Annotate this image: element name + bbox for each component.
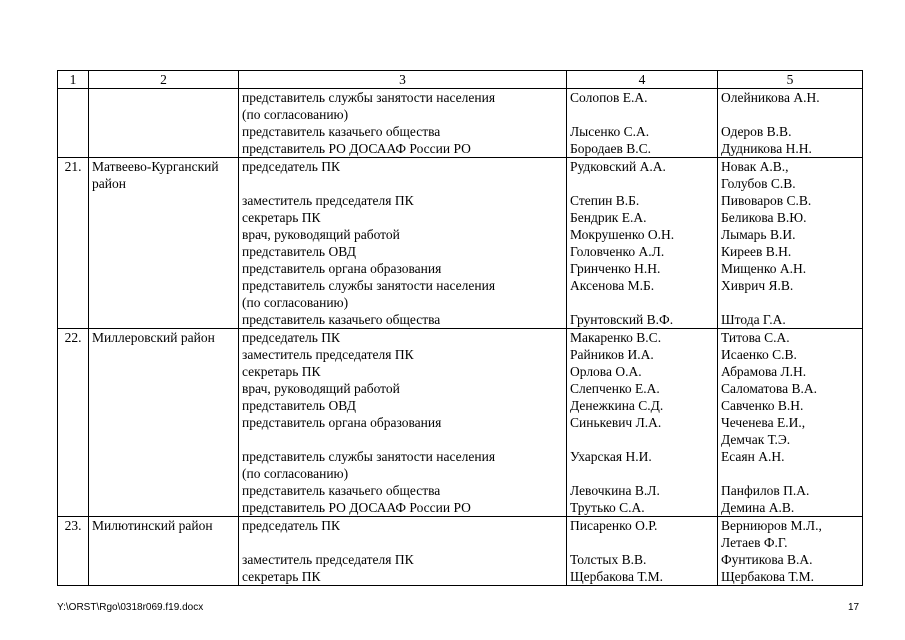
cell-district	[89, 517, 239, 586]
roles-line: (по согласованию)	[242, 107, 349, 122]
members-line: Бородаев В.С.	[570, 141, 651, 156]
reserves-line: Исаенко С.В.	[721, 347, 797, 362]
reserves-line: Олейникова А.Н.	[721, 90, 820, 105]
members-line: Аксенова М.Б.	[570, 278, 655, 293]
cell-district	[89, 329, 239, 517]
roles-line: представитель казачьего общества	[242, 312, 441, 327]
reserves-line: Киреев В.Н.	[721, 244, 792, 259]
roles-line: представитель ОВД	[242, 244, 356, 259]
reserves-line: Новак А.В.,	[721, 159, 789, 174]
reserves-line: Савченко В.Н.	[721, 398, 804, 413]
members-line: Степин В.Б.	[570, 193, 640, 208]
reserves-line: Щербакова Т.М.	[721, 569, 815, 584]
reserves-line: Есаян А.Н.	[721, 449, 785, 464]
cell-district	[89, 158, 239, 329]
members-line	[570, 106, 714, 123]
roles-line: секретарь ПК	[242, 210, 321, 225]
reserves-line	[721, 106, 859, 123]
members-line	[570, 431, 714, 448]
reserves-line	[721, 465, 859, 482]
roles-line: представитель органа образования	[242, 261, 442, 276]
reserves-line: Чеченева Е.И.,	[721, 415, 806, 430]
reserves-line: Хиврич Я.В.	[721, 278, 794, 293]
cell-roles	[239, 89, 567, 158]
members-line: Райников И.А.	[570, 347, 654, 362]
members-line: Орлова О.А.	[570, 364, 642, 379]
members-line: Денежкина С.Д.	[570, 398, 664, 413]
reserves-line: Дудникова Н.Н.	[721, 141, 812, 156]
reserves-line: Пивоваров С.В.	[721, 193, 812, 208]
members-line: Синькевич Л.А.	[570, 415, 662, 430]
members-line: Грунтовский В.Ф.	[570, 312, 674, 327]
roles-line: представитель казачьего общества	[242, 124, 441, 139]
reserves-line: Саломатова В.А.	[721, 381, 817, 396]
cell-members	[567, 158, 718, 329]
district-line: Матвеево-Курганский	[92, 159, 219, 174]
reserves-line: Мищенко А.Н.	[721, 261, 807, 276]
cell-district	[89, 89, 239, 158]
district-line: Миллеровский район	[92, 330, 215, 345]
roles-line	[242, 175, 563, 192]
roles-line: председатель ПК	[242, 330, 341, 345]
members-line: Трутько С.А.	[570, 500, 645, 515]
roles-line: представитель РО ДОСААФ России РО	[242, 500, 471, 515]
district-line: район	[92, 176, 126, 191]
roles-line: врач, руководящий работой	[242, 227, 400, 242]
column-header: 4	[567, 71, 718, 89]
roles-line: представитель органа образования	[242, 415, 442, 430]
members-line: Солопов Е.А.	[570, 90, 648, 105]
cell-reserves	[718, 517, 863, 586]
members-line	[570, 175, 714, 192]
reserves-line: Верниюров М.Л.,	[721, 518, 822, 533]
roles-line: (по согласованию)	[242, 295, 349, 310]
reserves-line: Летаев Ф.Г.	[721, 535, 788, 550]
cell-members	[567, 89, 718, 158]
reserves-line: Беликова В.Ю.	[721, 210, 807, 225]
members-line: Рудковский А.А.	[570, 159, 666, 174]
table-row	[58, 329, 863, 517]
members-line: Левочкина В.Л.	[570, 483, 660, 498]
cell-reserves	[718, 89, 863, 158]
table-body	[58, 89, 863, 586]
members-line: Толстых В.В.	[570, 552, 647, 567]
roles-line: врач, руководящий работой	[242, 381, 400, 396]
cell-roles	[239, 329, 567, 517]
table-row	[58, 89, 863, 158]
roles-line	[242, 534, 563, 551]
cell-reserves	[718, 329, 863, 517]
table-header-row	[58, 71, 863, 89]
reserves-line: Абрамова Л.Н.	[721, 364, 807, 379]
members-line	[570, 294, 714, 311]
roles-line: представитель ОВД	[242, 398, 356, 413]
members-line: Щербакова Т.М.	[570, 569, 664, 584]
roles-line: секретарь ПК	[242, 364, 321, 379]
members-line: Ухарская Н.И.	[570, 449, 652, 464]
members-line: Макаренко В.С.	[570, 330, 662, 345]
members-line: Лысенко С.А.	[570, 124, 650, 139]
reserves-line: Демчак Т.Э.	[721, 432, 791, 447]
row-number	[58, 89, 89, 158]
roles-line: представитель службы занятости населения	[242, 449, 496, 464]
reserves-line: Демина А.В.	[721, 500, 795, 515]
roles-line: представитель службы занятости населения	[242, 278, 496, 293]
column-header: 2	[89, 71, 239, 89]
table-row	[58, 158, 863, 329]
members-line	[570, 465, 714, 482]
reserves-line: Фунтикова В.А.	[721, 552, 813, 567]
roles-line: заместитель председателя ПК	[242, 347, 414, 362]
roles-line: председатель ПК	[242, 518, 341, 533]
roles-line: представитель казачьего общества	[242, 483, 441, 498]
footer-file-path: Y:\ORST\Rgo\0318r069.f19.docx	[57, 602, 204, 613]
row-number: 21.	[58, 158, 89, 329]
reserves-line: Штода Г.А.	[721, 312, 786, 327]
members-line: Мокрушенко О.Н.	[570, 227, 675, 242]
commission-table	[57, 70, 863, 586]
roles-line: председатель ПК	[242, 159, 341, 174]
reserves-line: Титова С.А.	[721, 330, 790, 345]
reserves-line	[721, 294, 859, 311]
cell-reserves	[718, 158, 863, 329]
column-header: 3	[239, 71, 567, 89]
roles-line: заместитель председателя ПК	[242, 552, 414, 567]
reserves-line: Одеров В.В.	[721, 124, 792, 139]
members-line: Писаренко О.Р.	[570, 518, 658, 533]
roles-line: представитель РО ДОСААФ России РО	[242, 141, 471, 156]
cell-roles	[239, 158, 567, 329]
cell-members	[567, 517, 718, 586]
column-header: 5	[718, 71, 863, 89]
roles-line	[242, 431, 563, 448]
roles-line: представитель службы занятости населения	[242, 90, 496, 105]
district-line: Милютинский район	[92, 518, 213, 533]
members-line: Бендрик Е.А.	[570, 210, 647, 225]
cell-members	[567, 329, 718, 517]
column-header: 1	[58, 71, 89, 89]
roles-line: (по согласованию)	[242, 466, 349, 481]
row-number: 22.	[58, 329, 89, 517]
members-line: Слепченко Е.А.	[570, 381, 660, 396]
footer-page-number: 17	[848, 602, 860, 613]
members-line: Гринченко Н.Н.	[570, 261, 661, 276]
table-row	[58, 517, 863, 586]
row-number: 23.	[58, 517, 89, 586]
members-line: Головченко А.Л.	[570, 244, 665, 259]
reserves-line: Панфилов П.А.	[721, 483, 810, 498]
cell-roles	[239, 517, 567, 586]
reserves-line: Лымарь В.И.	[721, 227, 796, 242]
roles-line: секретарь ПК	[242, 569, 321, 584]
members-line	[570, 534, 714, 551]
roles-line: заместитель председателя ПК	[242, 193, 414, 208]
reserves-line: Голубов С.В.	[721, 176, 796, 191]
